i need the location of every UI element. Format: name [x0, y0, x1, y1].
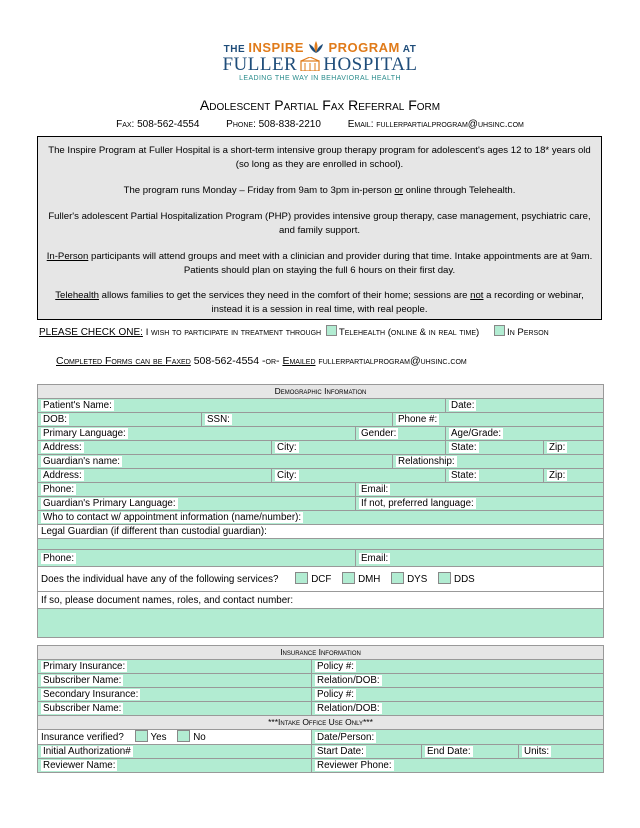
- table-row: [38, 399, 604, 413]
- table-row: [38, 441, 604, 455]
- contact-phone: Phone: 508-838-2210: [226, 119, 321, 130]
- table-row: [38, 730, 604, 745]
- dds-checkbox[interactable]: [438, 572, 451, 584]
- services-details-label: If so, please document names, roles, and contact number:: [38, 592, 604, 609]
- table-row: [38, 592, 604, 609]
- legal-guardian-field[interactable]: [38, 539, 604, 550]
- table-row: [38, 702, 604, 716]
- secondary-policy-field[interactable]: Policy #:: [312, 688, 604, 702]
- primary-subscriber-field[interactable]: Subscriber Name:: [38, 674, 312, 688]
- table-row: [38, 609, 604, 638]
- telehealth-checkbox[interactable]: [326, 325, 337, 336]
- state-field[interactable]: State:: [446, 441, 544, 455]
- appointment-contact-field[interactable]: Who to contact w/ appointment information (name/number):: [38, 511, 604, 525]
- contact-fax: Fax: 508-562-4554: [116, 119, 200, 130]
- table-row: [38, 497, 604, 511]
- primary-relation-dob-field[interactable]: Relation/DOB:: [312, 674, 604, 688]
- verified-no-checkbox[interactable]: [177, 730, 190, 742]
- verified-yes-label: Yes: [150, 732, 167, 743]
- reviewer-name-field[interactable]: Reviewer Name:: [38, 759, 312, 773]
- table-row: [38, 469, 604, 483]
- info-paragraph-1: The Inspire Program at Fuller Hospital is a short-term intensive group therapy program for adolescent's ages 12 to 18* years old (so long as they are enrolled in school).: [48, 145, 591, 170]
- dmh-checkbox[interactable]: [342, 572, 355, 584]
- table-row: [38, 455, 604, 469]
- guardian-name-field[interactable]: Guardian's name:: [38, 455, 393, 469]
- table-row: [38, 688, 604, 702]
- insurance-verified-label: Insurance verified?: [41, 732, 124, 743]
- dcf-label: DCF: [311, 574, 332, 585]
- program-info-box: [37, 136, 602, 320]
- table-row: [38, 567, 604, 592]
- guardian-phone-field[interactable]: Phone:: [38, 483, 356, 497]
- check-wish-text: I wish to participate in treatment through: [145, 327, 322, 338]
- legal-guardian-email-field[interactable]: Email:: [356, 550, 604, 567]
- secondary-insurance-field[interactable]: Secondary Insurance:: [38, 688, 312, 702]
- logo-tagline: LEADING THE WAY IN BEHAVIORAL HEALTH: [239, 75, 401, 82]
- age-grade-field[interactable]: Age/Grade:: [446, 427, 604, 441]
- table-row: [38, 674, 604, 688]
- logo-inspire: INSPIRE: [248, 40, 304, 55]
- logo-hospital: HOSPITAL: [323, 54, 418, 75]
- demographic-table: [37, 384, 604, 638]
- units-field[interactable]: Units:: [519, 745, 604, 759]
- services-row: [38, 567, 604, 592]
- insurance-table: [37, 645, 604, 773]
- table-row: [38, 660, 604, 674]
- city-field[interactable]: City:: [272, 441, 446, 455]
- participation-choice: [39, 325, 549, 338]
- form-title: Adolescent Partial Fax Referral Form: [199, 97, 441, 113]
- dcf-checkbox[interactable]: [295, 572, 308, 584]
- dmh-label: DMH: [358, 574, 381, 585]
- secondary-relation-dob-field[interactable]: Relation/DOB:: [312, 702, 604, 716]
- phone-number-field[interactable]: Phone #:: [393, 413, 604, 427]
- gender-field[interactable]: Gender:: [356, 427, 446, 441]
- logo-fuller: FULLER: [222, 54, 298, 75]
- demographic-header: Demographic Information: [38, 385, 604, 399]
- primary-policy-field[interactable]: Policy #:: [312, 660, 604, 674]
- dys-checkbox[interactable]: [391, 572, 404, 584]
- table-row: [38, 745, 604, 759]
- table-row: [38, 525, 604, 539]
- table-row: [38, 413, 604, 427]
- services-details-field[interactable]: [38, 609, 604, 638]
- address-field[interactable]: Address:: [38, 441, 272, 455]
- logo-program-line: [0, 40, 640, 55]
- dys-label: DYS: [407, 574, 428, 585]
- check-one-label: PLEASE CHECK ONE:: [39, 327, 143, 338]
- guardian-address-field[interactable]: Address:: [38, 469, 272, 483]
- lotus-icon: [307, 41, 325, 53]
- table-row: [38, 511, 604, 525]
- end-date-field[interactable]: End Date:: [422, 745, 519, 759]
- legal-guardian-phone-field[interactable]: Phone:: [38, 550, 356, 567]
- building-icon: [300, 57, 320, 71]
- zip-field[interactable]: Zip:: [544, 441, 604, 455]
- guardian-zip-field[interactable]: Zip:: [544, 469, 604, 483]
- logo-hospital-name: [0, 55, 640, 75]
- intake-office-header: ***Intake Office Use Only***: [38, 716, 604, 730]
- secondary-subscriber-field[interactable]: Subscriber Name:: [38, 702, 312, 716]
- inperson-checkbox[interactable]: [494, 325, 505, 336]
- table-row: [38, 539, 604, 550]
- dds-label: DDS: [454, 574, 475, 585]
- guardian-state-field[interactable]: State:: [446, 469, 544, 483]
- insurance-verified-row: [38, 730, 312, 745]
- submission-instructions: Completed Forms can be Faxed 508-562-4554 -or- Emailed fullerpartialprogram@uhsinc.com: [56, 355, 467, 367]
- logo-program: PROGRAM: [328, 40, 400, 55]
- contact-line: [0, 119, 640, 130]
- logo-the: THE: [223, 44, 246, 55]
- date-field[interactable]: Date:: [446, 399, 604, 413]
- contact-email: Email: fullerpartialprogram@uhsinc.com: [347, 119, 524, 130]
- patient-name-field[interactable]: Patient's Name:: [38, 399, 446, 413]
- start-date-field[interactable]: Start Date:: [312, 745, 422, 759]
- legal-guardian-label: Legal Guardian (if different than custodial guardian):: [38, 525, 604, 539]
- logo-at: AT: [402, 44, 417, 55]
- date-person-field[interactable]: Date/Person:: [312, 730, 604, 745]
- services-question: Does the individual have any of the following services?: [41, 574, 279, 585]
- table-row: [38, 759, 604, 773]
- primary-insurance-field[interactable]: Primary Insurance:: [38, 660, 312, 674]
- guardian-language-field[interactable]: Guardian's Primary Language:: [38, 497, 356, 511]
- hospital-logo: [0, 40, 640, 82]
- guardian-email-field[interactable]: Email:: [356, 483, 604, 497]
- table-row: [38, 550, 604, 567]
- verified-no-label: No: [193, 732, 206, 743]
- info-paragraph-3: Fuller's adolescent Partial Hospitalization Program (PHP) provides intensive group therapy, case management, psychiatric care, and family support.: [48, 211, 591, 236]
- guardian-city-field[interactable]: City:: [272, 469, 446, 483]
- telehealth-label: Telehealth (online & in real time): [338, 327, 480, 338]
- verified-yes-checkbox[interactable]: [135, 730, 148, 742]
- info-paragraph-5: Telehealth allows families to get the services they need in the comfort of their home; sessions are not a recording or webinar, instead it is a session in real time, with real people.: [55, 290, 584, 315]
- preferred-language-field[interactable]: If not, preferred language:: [356, 497, 604, 511]
- table-row: [38, 427, 604, 441]
- info-paragraph-2: The program runs Monday – Friday from 9am to 3pm in-person or online through Telehealth.: [123, 185, 516, 196]
- table-row: [38, 483, 604, 497]
- reviewer-phone-field[interactable]: Reviewer Phone:: [312, 759, 604, 773]
- info-paragraph-4: In-Person participants will attend groups and meet with a clinician and provider during that time. Intake appointments are at 9am. Patients should plan on staying the full 6 hours on their first day.: [46, 251, 593, 276]
- dob-field[interactable]: DOB:: [38, 413, 202, 427]
- primary-language-field[interactable]: Primary Language:: [38, 427, 356, 441]
- initial-authorization-field[interactable]: Initial Authorization#: [38, 745, 312, 759]
- insurance-header: Insurance Information: [38, 646, 604, 660]
- relationship-field[interactable]: Relationship:: [393, 455, 604, 469]
- ssn-field[interactable]: SSN:: [202, 413, 393, 427]
- inperson-label: In Person: [507, 327, 549, 338]
